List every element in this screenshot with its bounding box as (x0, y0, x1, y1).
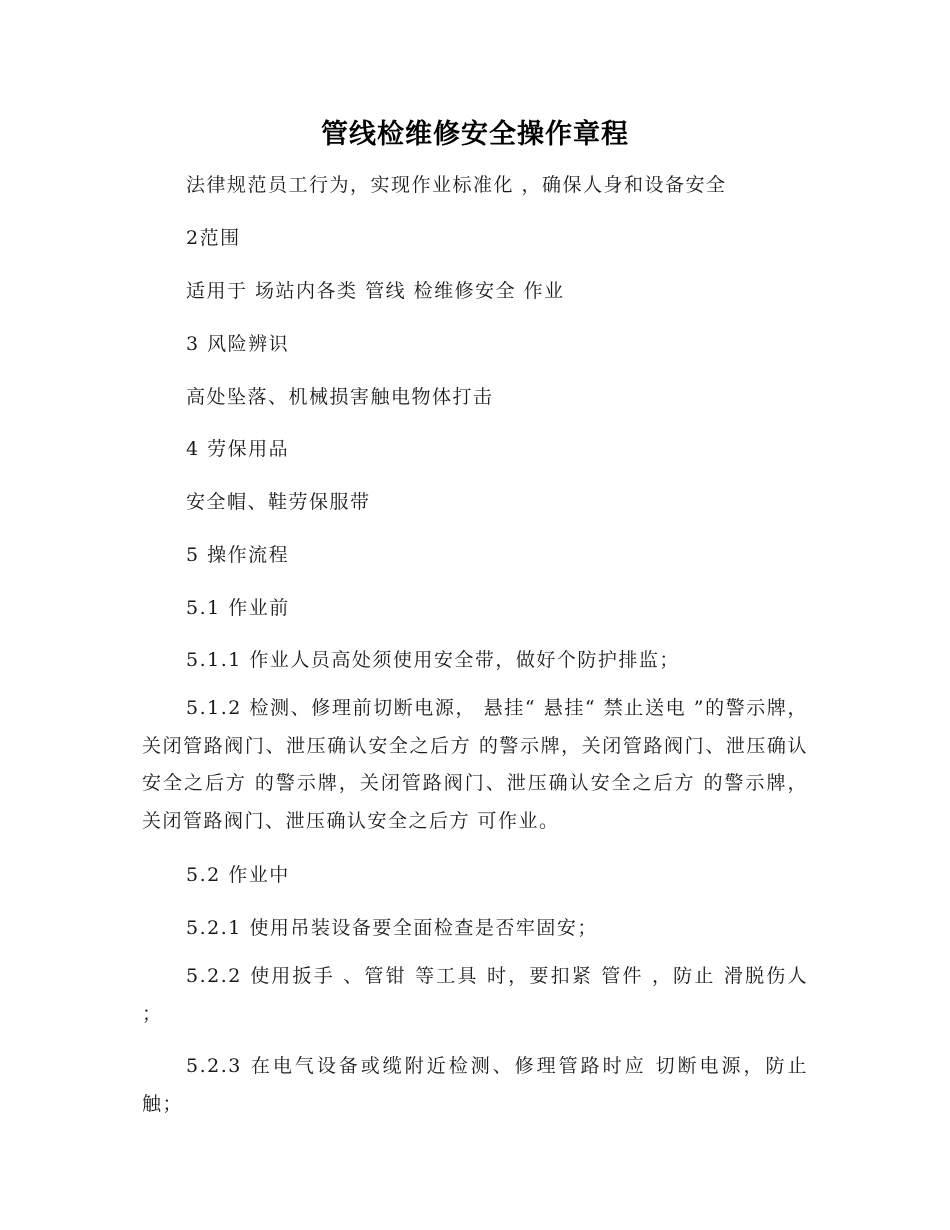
item-5-2-1: 5.2.1 使用吊装设备要全面检查是否牢固安； (186, 917, 598, 939)
section-heading-ppe: 4 劳保用品 (186, 438, 290, 460)
ppe-text: 安全帽、鞋劳保服带 (186, 491, 371, 513)
section-heading-scope: 2范围 (186, 227, 241, 249)
section-heading-risk: 3 风险辨识 (186, 333, 290, 355)
section-heading-procedure: 5 操作流程 (186, 544, 290, 566)
risk-text: 高处坠落、机械损害触电物体打击 (186, 386, 494, 408)
subsection-before-work: 5.1 作业前 (186, 597, 290, 619)
item-5-1-2-paragraph: 5.1.2 检测、修理前切断电源， 悬挂“ 悬挂“ 禁止送电 ”的警示牌，关闭管路阀门、泄压确认安全之后方 的警示牌，关闭管路阀门、泄压确认安全之后方 的警示牌，关闭管路阀门、泄压确认安全之后方 的警示牌，关闭管路阀门、泄压确认安全之后方 可作业。 (142, 697, 808, 832)
item-5-2-3-paragraph: 5.2.3 在电气设备或缆附近检测、修理管路时应 切断电源，防止触； (142, 1055, 808, 1115)
item-5-2-2-paragraph: 5.2.2 使用扳手 、管钳 等工具 时，要扣紧 管件 ，防止 滑脱伤人 ； (142, 965, 808, 1025)
scope-text: 适用于 场站内各类 管线 检维修安全 作业 (186, 280, 565, 302)
document-title: 管线检维修安全操作章程 (321, 119, 629, 150)
item-5-1-1: 5.1.1 作业人员高处须使用安全带，做好个防护排监； (186, 649, 680, 671)
subsection-during-work: 5.2 作业中 (186, 864, 290, 886)
purpose-line: 法律规范员工行为，实现作业标准化 ，确保人身和设备安全 (186, 174, 727, 196)
